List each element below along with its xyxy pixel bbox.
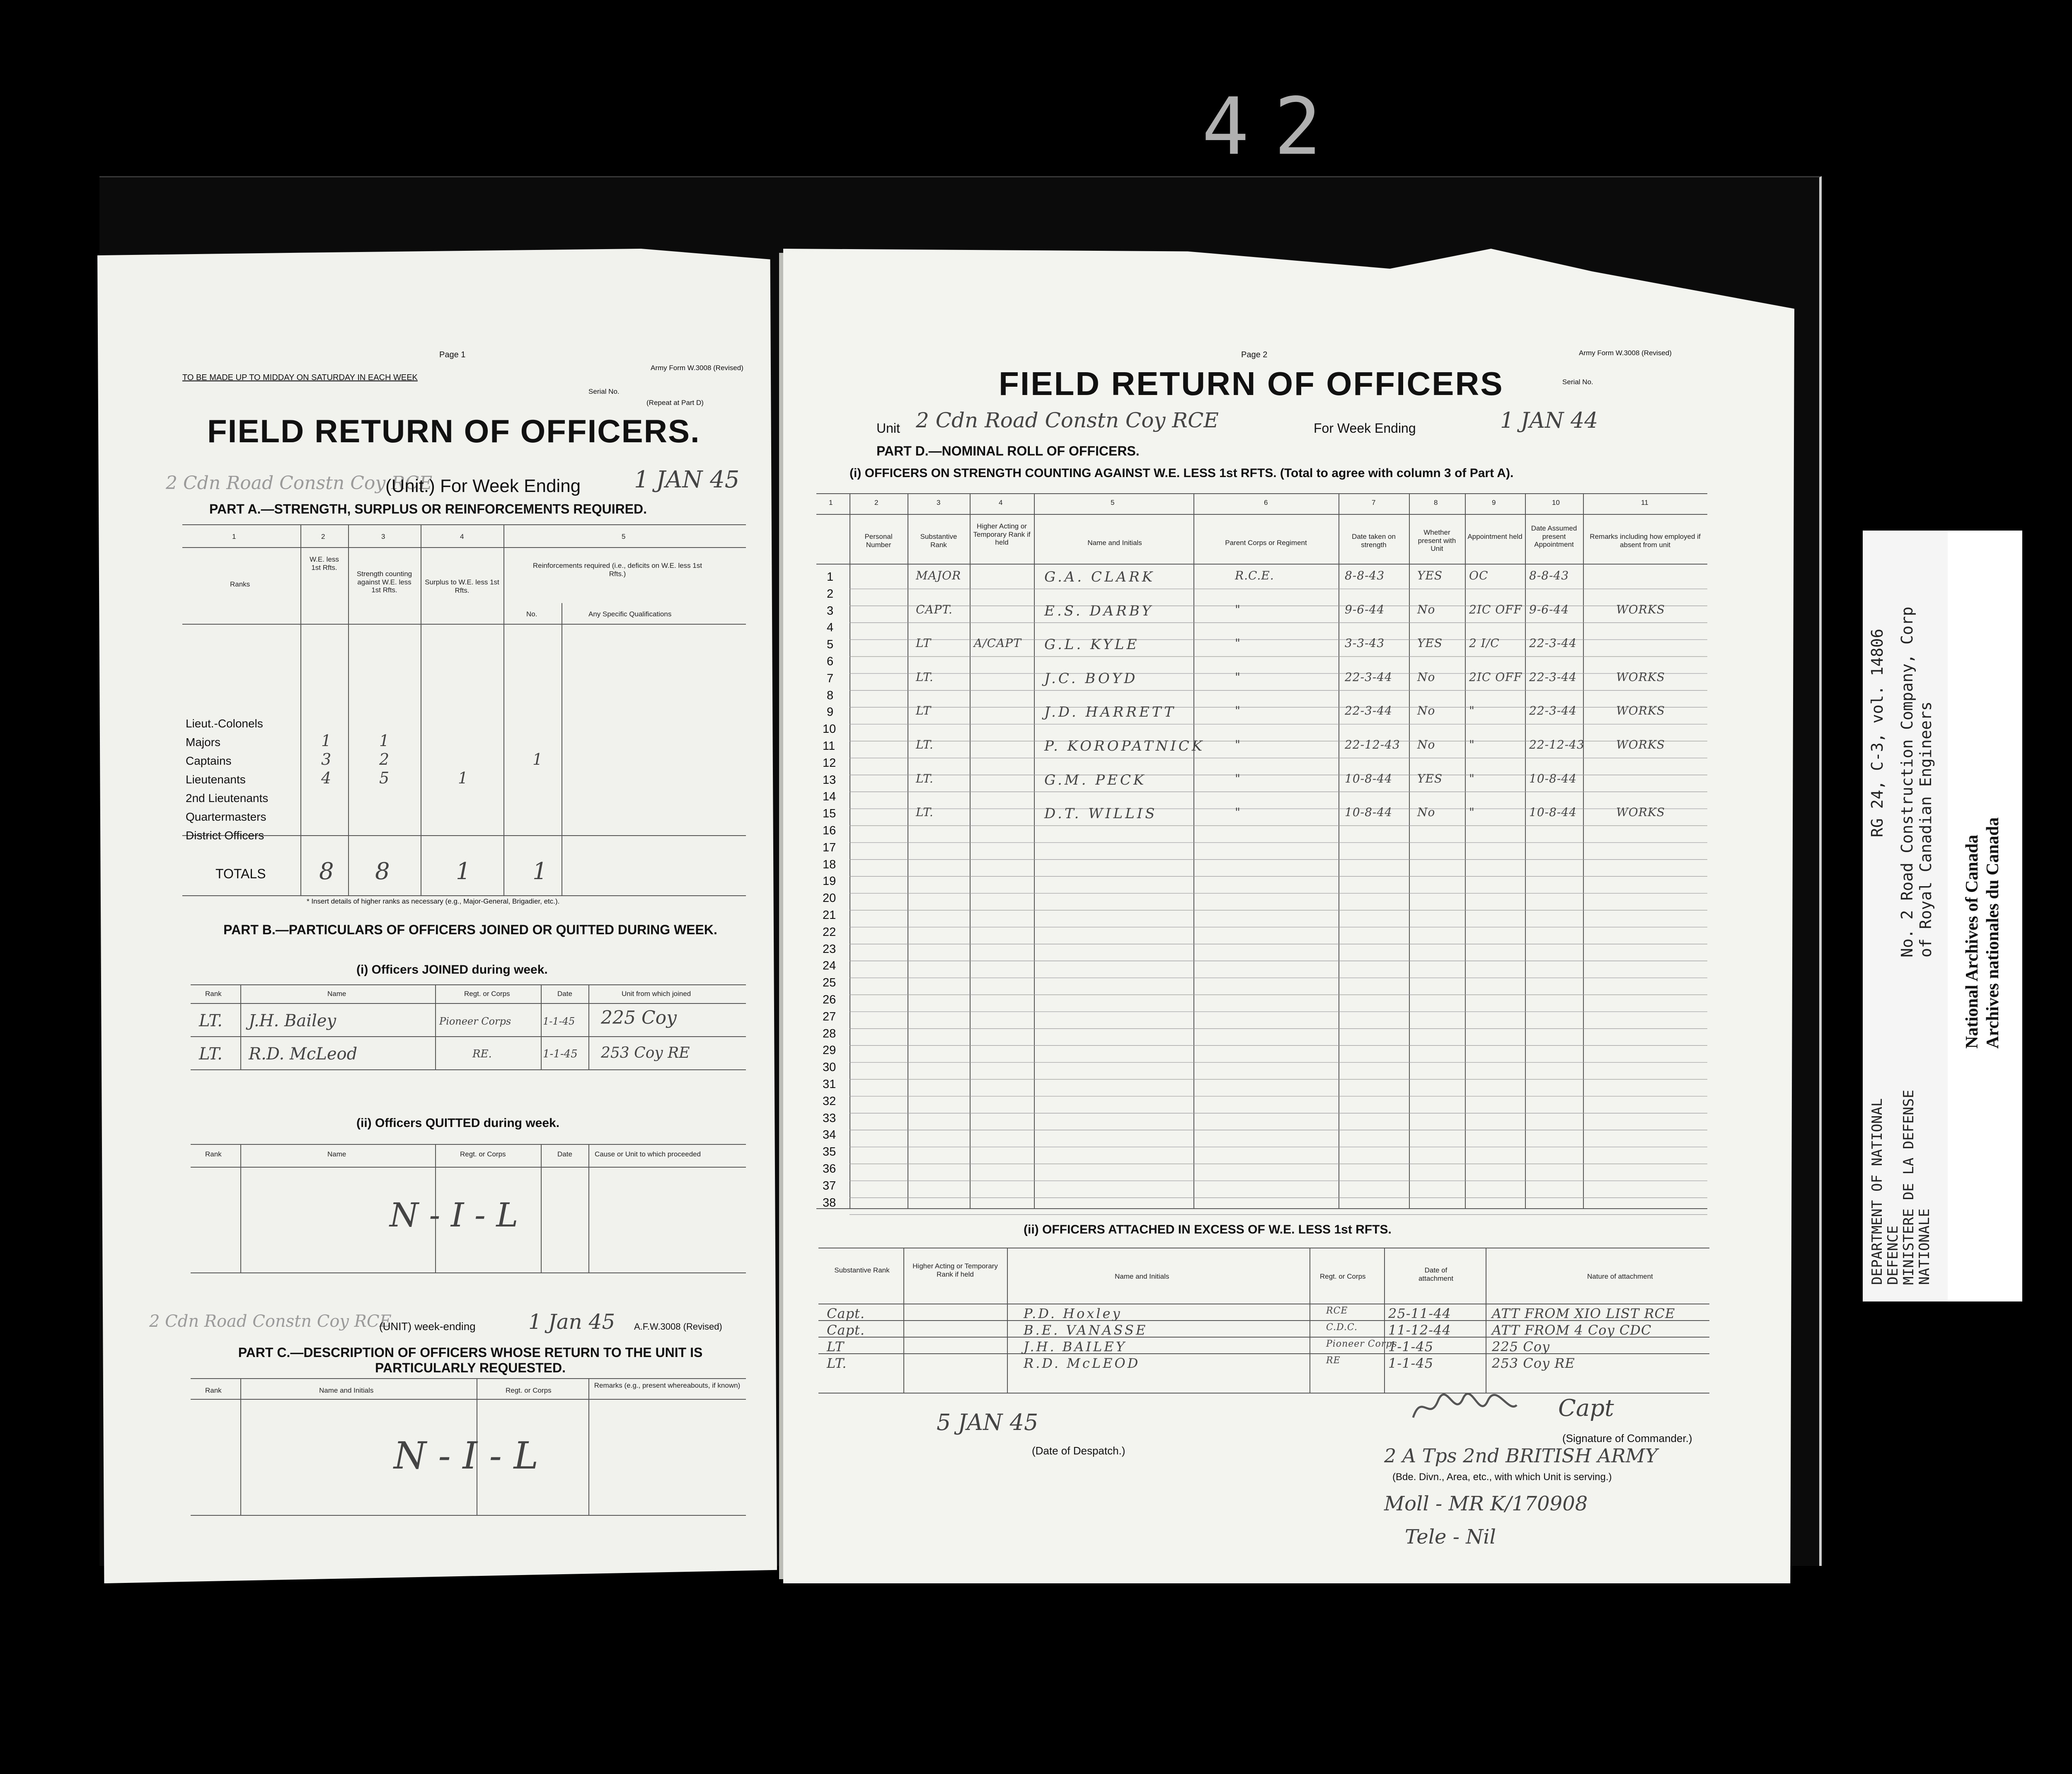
col-date-taken: Date taken on strength bbox=[1352, 533, 1396, 549]
attached-name: B.E. VANASSE bbox=[1024, 1322, 1148, 1338]
part-d-colnum: 4 bbox=[999, 499, 1003, 507]
roll-present: No bbox=[1417, 602, 1435, 616]
unit-line-label: (UNIT) week-ending bbox=[379, 1320, 476, 1333]
right-unit-handwritten: 2 Cdn Road Constn Coy RCE bbox=[916, 408, 1219, 432]
row-number: 13 bbox=[823, 773, 836, 787]
roll-present: YES bbox=[1417, 636, 1443, 650]
roll-assumed: 22-3-44 bbox=[1529, 704, 1577, 718]
attached-rank: Capt. bbox=[827, 1322, 865, 1338]
attached-name: J.H. BAILEY bbox=[1024, 1339, 1127, 1355]
roll-appt: " bbox=[1469, 704, 1475, 718]
col-parent-corps: Parent Corps or Regiment bbox=[1225, 539, 1307, 547]
roll-date: 22-3-44 bbox=[1345, 670, 1392, 684]
row-number: 11 bbox=[823, 739, 835, 753]
roll-present: YES bbox=[1417, 569, 1443, 582]
total-reinf: 1 bbox=[533, 858, 547, 885]
roll-name: D.T. WILLIS bbox=[1044, 805, 1157, 822]
roll-rank: LT. bbox=[916, 738, 934, 751]
joined-col-unit: Unit from which joined bbox=[622, 990, 691, 998]
row-number: 24 bbox=[823, 959, 836, 973]
roll-name: J.D. HARRETT bbox=[1044, 704, 1176, 721]
row-number: 7 bbox=[827, 671, 834, 685]
row-number: 2 bbox=[827, 587, 834, 601]
roll-present: No bbox=[1417, 738, 1435, 751]
roll-present: No bbox=[1417, 704, 1435, 718]
row-number: 14 bbox=[823, 790, 836, 804]
col-date-assumed: Date Assumed present Appointment bbox=[1531, 524, 1577, 549]
row-number: 21 bbox=[823, 909, 836, 922]
col-substantive-rank: Substantive Rank bbox=[920, 533, 957, 549]
right-week-handwritten: 1 JAN 44 bbox=[1500, 408, 1598, 433]
rank-row: Lieut.-Colonels bbox=[186, 717, 263, 730]
part-d-colnum: 5 bbox=[1111, 499, 1115, 507]
page-1-label: Page 1 bbox=[439, 350, 466, 359]
col-strength: Strength counting against W.E. less 1st Rfts. bbox=[356, 570, 412, 594]
roll-name: P. KOROPATNICK bbox=[1044, 738, 1205, 754]
roll-assumed: 22-3-44 bbox=[1529, 636, 1577, 650]
col-name: Name and Initials bbox=[1087, 539, 1142, 547]
roll-corps: " bbox=[1235, 771, 1241, 785]
frame-number: 42 bbox=[1202, 81, 1346, 172]
part-d-colnum: 6 bbox=[1264, 499, 1268, 507]
unit-line-form: A.F.W.3008 (Revised) bbox=[634, 1321, 722, 1332]
joined-col-name: Name bbox=[327, 990, 346, 998]
att-col-rank: Substantive Rank bbox=[834, 1266, 890, 1274]
roll-acting: A/CAPT bbox=[974, 636, 1021, 650]
strength-captains: 2 bbox=[379, 750, 390, 768]
roll-date: 8-8-43 bbox=[1345, 569, 1385, 582]
part-d-sub: (i) OFFICERS ON STRENGTH COUNTING AGAINST W.E. LESS 1st RFTS. (Total to agree with column 3 of Part A). bbox=[850, 466, 1514, 480]
attached-rule bbox=[818, 1353, 1709, 1354]
rank-row: Lieutenants bbox=[186, 773, 246, 786]
roll-corps: " bbox=[1235, 704, 1241, 718]
roll-rank: LT bbox=[916, 704, 931, 718]
row-number: 4 bbox=[827, 621, 834, 635]
col-no: No. bbox=[526, 610, 537, 618]
joined-rank: LT. bbox=[199, 1011, 223, 1030]
formation: 2 A Tps 2nd BRITISH ARMY bbox=[1384, 1444, 1658, 1467]
roll-present: No bbox=[1417, 805, 1435, 819]
row-number: 8 bbox=[827, 688, 834, 702]
part-d-colnum: 1 bbox=[829, 499, 833, 507]
roll-remarks: WORKS bbox=[1616, 805, 1665, 819]
part-c-heading: PART C.—DESCRIPTION OF OFFICERS WHOSE RETURN TO THE UNIT IS PARTICULARLY REQUESTED. bbox=[238, 1345, 703, 1375]
row-number: 5 bbox=[827, 638, 834, 652]
row-number: 31 bbox=[823, 1078, 836, 1091]
roll-appt: " bbox=[1469, 738, 1475, 751]
we-majors: 1 bbox=[321, 732, 332, 750]
attached-name: P.D. Hoxley bbox=[1024, 1306, 1122, 1321]
col-spec: Any Specific Qualifications bbox=[588, 610, 672, 618]
roll-appt: 2IC OFF bbox=[1469, 602, 1523, 616]
surplus-lieutenants: 1 bbox=[458, 769, 468, 787]
signature-rank: Capt bbox=[1558, 1395, 1614, 1422]
row-number: 35 bbox=[823, 1145, 836, 1159]
part-d-colnum: 11 bbox=[1641, 499, 1648, 507]
roll-date: 22-12-43 bbox=[1345, 738, 1400, 751]
roll-remarks: WORKS bbox=[1616, 602, 1665, 616]
attached-nature: 253 Coy RE bbox=[1492, 1355, 1575, 1371]
left-week-handwritten: 1 JAN 45 bbox=[634, 466, 740, 493]
attached-rank: LT. bbox=[827, 1355, 847, 1371]
col-appointment: Appointment held bbox=[1467, 533, 1523, 540]
part-c-col-remarks: Remarks (e.g., present whereabouts, if known) bbox=[594, 1381, 741, 1389]
joined-date: 1-1-45 bbox=[543, 1048, 578, 1060]
left-title: FIELD RETURN OF OFFICERS. bbox=[207, 413, 700, 449]
att-col-nature: Nature of attachment bbox=[1587, 1272, 1653, 1280]
roll-date: 10-8-44 bbox=[1345, 771, 1392, 785]
row-number: 6 bbox=[827, 655, 834, 668]
attached-col bbox=[903, 1248, 904, 1393]
joined-unit: 253 Coy RE bbox=[601, 1045, 690, 1061]
week-label: For Week Ending bbox=[1314, 421, 1416, 436]
part-a-footnote: * Insert details of higher ranks as necessary (e.g., Major-General, Brigadier, etc.). bbox=[307, 897, 560, 905]
roll-corps: " bbox=[1235, 636, 1241, 650]
row-number: 15 bbox=[823, 807, 836, 821]
joined-corps: RE. bbox=[472, 1048, 492, 1060]
roll-corps: " bbox=[1235, 602, 1241, 616]
joined-col-rank: Rank bbox=[205, 990, 222, 998]
row-number: 28 bbox=[823, 1027, 836, 1040]
row-number: 32 bbox=[823, 1094, 836, 1108]
att-col-higher: Higher Acting or Temporary Rank if held bbox=[913, 1262, 998, 1278]
roll-present: No bbox=[1417, 670, 1435, 684]
rank-row: Quartermasters bbox=[186, 810, 266, 823]
total-strength: 8 bbox=[375, 858, 390, 885]
row-number: 16 bbox=[823, 824, 836, 837]
roll-date: 3-3-43 bbox=[1345, 636, 1385, 650]
row-number: 19 bbox=[823, 875, 836, 888]
header-note: TO BE MADE UP TO MIDDAY ON SATURDAY IN EACH WEEK bbox=[182, 373, 418, 382]
roll-corps: " bbox=[1235, 805, 1241, 819]
roll-date: 9-6-44 bbox=[1345, 602, 1385, 616]
roll-remarks: WORKS bbox=[1616, 670, 1665, 684]
total-surplus: 1 bbox=[456, 858, 471, 885]
unit-line-handwritten: 2 Cdn Road Constn Coy RCE bbox=[149, 1312, 392, 1331]
attached-corps: C.D.C. bbox=[1326, 1322, 1358, 1333]
attached-corps: RE bbox=[1326, 1355, 1341, 1366]
row-number: 33 bbox=[823, 1111, 836, 1125]
roll-appt: 2 I/C bbox=[1469, 636, 1500, 650]
archive-desc-2: of Royal Canadian Engineers bbox=[1917, 701, 1935, 957]
attached-col bbox=[1384, 1248, 1385, 1393]
roll-name: G.A. CLARK bbox=[1044, 569, 1155, 585]
row-number: 12 bbox=[823, 756, 836, 770]
row-number: 37 bbox=[823, 1179, 836, 1192]
quitted-col-rank: Rank bbox=[205, 1150, 222, 1158]
col-personal-number: Personal Number bbox=[864, 533, 893, 549]
row-number: 17 bbox=[823, 841, 836, 854]
roll-assumed: 9-6-44 bbox=[1529, 602, 1569, 616]
col-remarks: Remarks including how employed if absent from unit bbox=[1590, 533, 1701, 549]
att-col-date: Date of attachment bbox=[1418, 1266, 1454, 1282]
left-unit-label: (Unit.) For Week Ending bbox=[385, 476, 581, 496]
extra-line-2: Tele - Nil bbox=[1405, 1525, 1496, 1549]
rank-row: District Officers bbox=[186, 829, 264, 842]
we-lieutenants: 4 bbox=[321, 769, 332, 787]
part-a-colnum: 4 bbox=[460, 533, 464, 540]
att-col-corps: Regt. or Corps bbox=[1320, 1272, 1366, 1280]
roll-rank: LT. bbox=[916, 670, 934, 684]
joined-name: J.H. Bailey bbox=[249, 1011, 336, 1030]
col-higher-rank: Higher Acting or Temporary Rank if held bbox=[973, 522, 1031, 547]
right-title: FIELD RETURN OF OFFICERS bbox=[999, 365, 1504, 402]
rank-row: 2nd Lieutenants bbox=[186, 792, 269, 805]
army-form-right: Army Form W.3008 (Revised) bbox=[1579, 349, 1672, 357]
archive-ref: RG 24, C-3, vol. 14806 bbox=[1868, 628, 1886, 837]
army-form-left: Army Form W.3008 (Revised) bbox=[651, 364, 743, 372]
total-we: 8 bbox=[319, 858, 334, 885]
attached-rule bbox=[818, 1393, 1709, 1394]
part-a-colnum: 3 bbox=[381, 533, 385, 540]
page-2-label: Page 2 bbox=[1241, 350, 1268, 359]
roll-appt: OC bbox=[1469, 569, 1489, 582]
roll-appt: " bbox=[1469, 771, 1475, 785]
roll-rank: LT. bbox=[916, 771, 934, 785]
part-a-heading: PART A.—STRENGTH, SURPLUS OR REINFORCEMENTS REQUIRED. bbox=[209, 502, 647, 516]
strength-majors: 1 bbox=[379, 732, 390, 750]
joined-rank: LT. bbox=[199, 1045, 223, 1064]
row-number: 9 bbox=[827, 705, 834, 719]
attached-date: 1-1-45 bbox=[1388, 1339, 1434, 1355]
roll-rank: LT. bbox=[916, 805, 934, 819]
row-number: 38 bbox=[823, 1196, 836, 1209]
roll-assumed: 8-8-43 bbox=[1529, 569, 1569, 582]
part-d-colnum: 8 bbox=[1434, 499, 1438, 507]
roll-appt: " bbox=[1469, 805, 1475, 819]
dept-line-1: DEPARTMENT OF NATIONAL bbox=[1869, 1098, 1886, 1285]
serial-no-left: Serial No. bbox=[588, 388, 620, 395]
attached-col bbox=[1007, 1248, 1008, 1393]
attached-corps: RCE bbox=[1326, 1306, 1348, 1316]
row-number: 26 bbox=[823, 993, 836, 1006]
col-present: Whether present with Unit bbox=[1418, 528, 1456, 553]
unit-line-date: 1 Jan 45 bbox=[528, 1310, 615, 1334]
roll-remarks: WORKS bbox=[1616, 738, 1665, 751]
roll-present: YES bbox=[1417, 771, 1443, 785]
part-d-colnum: 9 bbox=[1492, 499, 1496, 507]
part-b-heading: PART B.—PARTICULARS OF OFFICERS JOINED OR QUITTED DURING WEEK. bbox=[223, 922, 717, 937]
part-a-colnum: 2 bbox=[321, 533, 325, 540]
reinf-captains: 1 bbox=[533, 750, 543, 768]
archive-name-fr: Archives nationales du Canada bbox=[1983, 817, 2002, 1049]
roll-remarks: WORKS bbox=[1616, 704, 1665, 718]
joined-col-date: Date bbox=[557, 990, 572, 998]
quitted-heading: (ii) Officers QUITTED during week. bbox=[356, 1116, 560, 1130]
roll-name: G.L. KYLE bbox=[1044, 636, 1140, 653]
part-c-col-name: Name and Initials bbox=[319, 1386, 374, 1394]
attached-corps: Pioneer Corps bbox=[1326, 1339, 1397, 1349]
extra-line-1: Moll - MR K/170908 bbox=[1384, 1492, 1588, 1515]
roll-assumed: 22-12-43 bbox=[1529, 738, 1585, 751]
quitted-col-date: Date bbox=[557, 1150, 572, 1158]
row-number: 27 bbox=[823, 1010, 836, 1023]
joined-heading: (i) Officers JOINED during week. bbox=[356, 963, 548, 977]
despatch-date: 5 JAN 45 bbox=[937, 1409, 1038, 1435]
unit-label: Unit bbox=[876, 421, 900, 436]
col-ranks: Ranks bbox=[230, 580, 250, 588]
roll-corps: " bbox=[1235, 738, 1241, 751]
attached-name: R.D. McLEOD bbox=[1024, 1355, 1140, 1371]
joined-unit: 225 Coy bbox=[601, 1007, 677, 1028]
part-d-colnum: 2 bbox=[874, 499, 879, 507]
row-number: 25 bbox=[823, 976, 836, 990]
row-number: 36 bbox=[823, 1162, 836, 1175]
part-c-col-corps: Regt. or Corps bbox=[506, 1386, 552, 1394]
roll-name: E.S. DARBY bbox=[1044, 602, 1154, 619]
attached-heading: (ii) OFFICERS ATTACHED IN EXCESS OF W.E. LESS 1st RFTS. bbox=[1024, 1223, 1392, 1236]
joined-date: 1-1-45 bbox=[543, 1015, 575, 1027]
row-number: 20 bbox=[823, 892, 836, 905]
roll-name: J.C. BOYD bbox=[1044, 670, 1138, 687]
archive-name-en: National Archives of Canada bbox=[1963, 834, 1982, 1049]
attached-nature: ATT FROM 4 Coy CDC bbox=[1492, 1322, 1652, 1338]
formation-label: (Bde. Divn., Area, etc., with which Unit is serving.) bbox=[1392, 1471, 1612, 1483]
left-unit-handwritten: 2 Cdn Road Constn Coy RCE bbox=[166, 473, 433, 494]
attached-rank: Capt. bbox=[827, 1306, 865, 1321]
row-number: 22 bbox=[823, 925, 836, 939]
joined-corps: Pioneer Corps bbox=[439, 1015, 511, 1027]
roll-rank: MAJOR bbox=[916, 569, 961, 582]
joined-name: R.D. McLeod bbox=[249, 1045, 358, 1064]
row-number: 18 bbox=[823, 858, 836, 871]
row-number: 10 bbox=[823, 722, 836, 736]
dept-line-2: DEFENCE bbox=[1885, 1225, 1901, 1285]
attached-rank: LT bbox=[827, 1339, 844, 1355]
part-d-colnum: 7 bbox=[1372, 499, 1376, 507]
roll-date: 10-8-44 bbox=[1345, 805, 1392, 819]
roll-assumed: 10-8-44 bbox=[1529, 771, 1577, 785]
roll-rank: LT bbox=[916, 636, 931, 650]
roll-assumed: 10-8-44 bbox=[1529, 805, 1577, 819]
row-number: 23 bbox=[823, 942, 836, 956]
quitted-nil: N - I - L bbox=[390, 1196, 518, 1234]
col-we: W.E. less 1st Rfts. bbox=[310, 555, 339, 572]
part-d-heading: PART D.—NOMINAL ROLL OF OFFICERS. bbox=[876, 444, 1140, 458]
part-d-colnum: 10 bbox=[1552, 499, 1560, 507]
dept-line-3: MINISTERE DE LA DEFENSE bbox=[1900, 1090, 1917, 1285]
row-number: 29 bbox=[823, 1044, 836, 1057]
attached-date: 11-12-44 bbox=[1388, 1322, 1451, 1338]
repeat-note: (Repeat at Part D) bbox=[646, 399, 704, 407]
roll-date: 22-3-44 bbox=[1345, 704, 1392, 718]
signature-label: (Signature of Commander.) bbox=[1562, 1432, 1692, 1444]
quitted-col-cause: Cause or Unit to which proceeded bbox=[595, 1150, 701, 1158]
roll-corps: " bbox=[1235, 670, 1241, 684]
roll-appt: 2IC OFF bbox=[1469, 670, 1523, 684]
att-col-name: Name and Initials bbox=[1115, 1272, 1169, 1280]
serial-no-right: Serial No. bbox=[1562, 378, 1593, 386]
joined-col-corps: Regt. or Corps bbox=[464, 990, 510, 998]
dept-line-4: NATIONALE bbox=[1916, 1208, 1933, 1285]
part-d-colnum: 3 bbox=[937, 499, 941, 507]
quitted-col-corps: Regt. or Corps bbox=[460, 1150, 506, 1158]
archive-desc-1: No. 2 Road Construction Company, Corp bbox=[1898, 606, 1916, 957]
strength-lieutenants: 5 bbox=[379, 769, 390, 787]
quitted-col-name: Name bbox=[327, 1150, 346, 1158]
attached-date: 1-1-45 bbox=[1388, 1355, 1434, 1371]
col-surplus: Surplus to W.E. less 1st Rfts. bbox=[425, 578, 499, 594]
attached-date: 25-11-44 bbox=[1388, 1306, 1451, 1321]
rank-row: Majors bbox=[186, 736, 221, 749]
attached-nature: 225 Coy bbox=[1492, 1339, 1550, 1355]
roll-assumed: 22-3-44 bbox=[1529, 670, 1577, 684]
row-number: 34 bbox=[823, 1128, 836, 1142]
part-a-colnum: 1 bbox=[232, 533, 236, 540]
part-c-nil: N - I - L bbox=[394, 1434, 539, 1478]
commander-signature bbox=[1409, 1389, 1558, 1426]
row-number: 1 bbox=[827, 570, 834, 584]
row-number: 3 bbox=[827, 604, 834, 618]
part-c-col-rank: Rank bbox=[205, 1386, 222, 1394]
roll-rank: CAPT. bbox=[916, 602, 953, 616]
rank-row: Captains bbox=[186, 754, 232, 767]
col-reinf: Reinforcements required (i.e., deficits on W.E. less 1st Rfts.) bbox=[533, 562, 702, 578]
row-number: 30 bbox=[823, 1061, 836, 1074]
roll-name: G.M. PECK bbox=[1044, 771, 1147, 788]
attached-nature: ATT FROM XIO LIST RCE bbox=[1492, 1306, 1675, 1321]
roll-corps: R.C.E. bbox=[1235, 569, 1274, 582]
despatch-label: (Date of Despatch.) bbox=[1032, 1444, 1126, 1457]
we-captains: 3 bbox=[321, 750, 332, 768]
part-a-colnum: 5 bbox=[622, 533, 626, 540]
totals-label: TOTALS bbox=[215, 866, 266, 881]
